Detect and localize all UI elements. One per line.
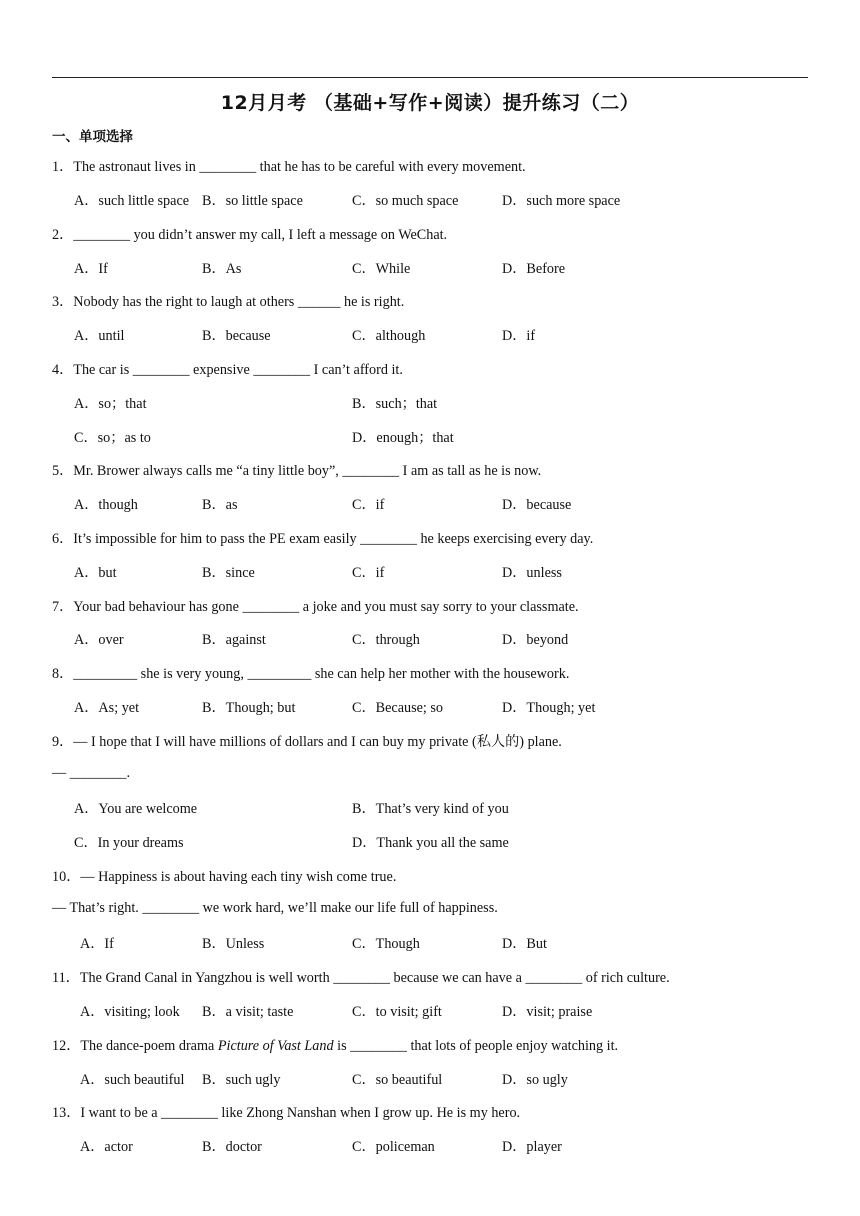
question-1-stem: 1．The astronaut lives in ________ that he has to be careful with every movement. <box>52 159 526 175</box>
q11-option-d: D．visit; praise <box>502 1004 593 1020</box>
question-11-stem: 11．The Grand Canal in Yangzhou is well worth ________ because we can have a ________ of rich culture. <box>52 970 670 986</box>
q11-option-c: C．to visit; gift <box>352 1004 442 1020</box>
q3-option-d: D．if <box>502 328 536 344</box>
q2-option-d: D．Before <box>502 261 566 277</box>
q13-option-a: A．actor <box>80 1139 133 1155</box>
question-5-stem: 5．Mr. Brower always calls me “a tiny little boy”, ________ I am as tall as he is now. <box>52 463 542 479</box>
q4-option-b: B．such；that <box>352 396 438 412</box>
question-12-title-italic: Picture of Vast Land <box>217 1038 334 1054</box>
q8-option-b: B．Though; but <box>202 700 296 716</box>
question-12-stem-start: 12．The dance-poem drama <box>52 1038 218 1054</box>
q11-option-b: B．a visit; taste <box>202 1004 294 1020</box>
page-title: 12月月考 （基础+写作+阅读）提升练习（二） <box>220 92 640 114</box>
q6-option-a: A．but <box>74 565 117 581</box>
q10-option-a: A．If <box>80 936 114 952</box>
q3-option-c: C．although <box>352 328 426 344</box>
question-12-stem <box>52 1035 618 1055</box>
q6-option-c: C．if <box>352 565 385 581</box>
q13-option-b: B．doctor <box>202 1139 262 1155</box>
q4-option-d: D．enough；that <box>352 430 454 446</box>
q8-option-a: A．As; yet <box>74 700 140 716</box>
q12-option-b: B．such ugly <box>202 1072 281 1088</box>
q5-option-c: C．if <box>352 497 385 513</box>
q10-option-b: B．Unless <box>202 936 265 952</box>
question-8-stem: 8．_________ she is very young, _________ she can help her mother with the housework. <box>52 666 570 682</box>
q12-option-c: C．so beautiful <box>352 1072 443 1088</box>
q10-option-c: C．Though <box>352 936 420 952</box>
q13-option-c: C．policeman <box>352 1139 435 1155</box>
q7-option-a: A．over <box>74 632 124 648</box>
question-9-stem: 9．— I hope that I will have millions of dollars and I can buy my private (私人的) plane. <box>52 734 562 750</box>
question-9-reply: — ________. <box>52 765 131 781</box>
q3-option-b: B．because <box>202 328 271 344</box>
q9-option-a: A．You are welcome <box>74 801 198 817</box>
q5-option-b: B．as <box>202 497 238 513</box>
question-10-stem: 10．— Happiness is about having each tiny wish come true. <box>52 869 397 885</box>
q2-option-a: A．If <box>74 261 108 277</box>
q1-option-a: A．such little space <box>74 193 190 209</box>
q4-option-a: A．so；that <box>74 396 147 412</box>
q1-option-d: D．such more space <box>502 193 621 209</box>
q12-option-a: A．such beautiful <box>80 1072 185 1088</box>
q4-option-c: C．so；as to <box>74 430 151 446</box>
q5-option-a: A．though <box>74 497 138 513</box>
question-3-stem: 3．Nobody has the right to laugh at others ______ he is right. <box>52 294 405 310</box>
q2-option-c: C．While <box>352 261 411 277</box>
q12-option-d: D．so ugly <box>502 1072 568 1088</box>
q7-option-c: C．through <box>352 632 420 648</box>
q13-option-d: D．player <box>502 1139 562 1155</box>
q7-option-d: D．beyond <box>502 632 569 648</box>
q6-option-d: D．unless <box>502 565 562 581</box>
question-4-stem: 4．The car is ________ expensive ________ I can’t afford it. <box>52 362 403 378</box>
q7-option-b: B．against <box>202 632 266 648</box>
q6-option-b: B．since <box>202 565 255 581</box>
q1-option-c: C．so much space <box>352 193 459 209</box>
section-heading: 一、单项选择 <box>52 129 133 145</box>
header-rule <box>52 77 808 78</box>
q9-option-d: D．Thank you all the same <box>352 835 509 851</box>
q8-option-c: C．Because; so <box>352 700 444 716</box>
q9-option-c: C．In your dreams <box>74 835 184 851</box>
q10-option-d: D．But <box>502 936 547 952</box>
q11-option-a: A．visiting; look <box>80 1004 180 1020</box>
question-7-stem: 7．Your bad behaviour has gone ________ a joke and you must say sorry to your classmate. <box>52 599 579 615</box>
question-2-stem: 2．________ you didn’t answer my call, I left a message on WeChat. <box>52 227 448 243</box>
question-10-reply: — That’s right. ________ we work hard, we’ll make our life full of happiness. <box>52 900 498 916</box>
q3-option-a: A．until <box>74 328 125 344</box>
q5-option-d: D．because <box>502 497 572 513</box>
q8-option-d: D．Though; yet <box>502 700 596 716</box>
question-6-stem: 6．It’s impossible for him to pass the PE exam easily ________ he keeps exercising every day. <box>52 531 594 547</box>
q2-option-b: B．As <box>202 261 242 277</box>
q9-option-b: B．That’s very kind of you <box>352 801 509 817</box>
question-13-stem: 13．I want to be a ________ like Zhong Nanshan when I grow up. He is my hero. <box>52 1105 521 1121</box>
question-12-stem-end: is ________ that lots of people enjoy watching it. <box>333 1038 619 1054</box>
q1-option-b: B．so little space <box>202 193 303 209</box>
